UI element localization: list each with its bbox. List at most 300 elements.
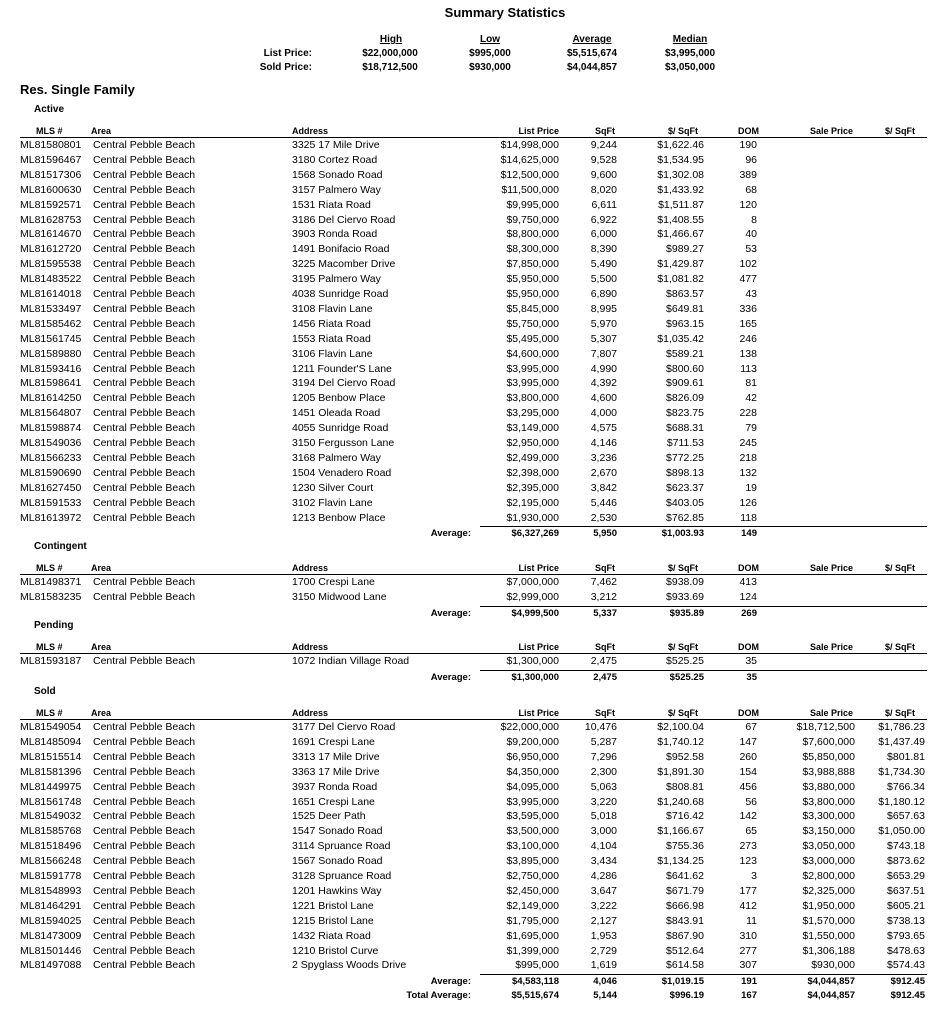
cell-dom: 389 [739,168,757,181]
cell-sqft: 5,063 [590,780,617,793]
cell-sale-dollar-sqft: $1,180.12 [878,795,925,808]
column-header-list-price: List Price [518,126,559,136]
table-header-contingent [20,562,927,574]
cell-dollar-sqft: $772.25 [666,451,704,464]
cell-list-price: $11,500,000 [501,183,559,196]
cell-area: Central Pebble Beach [93,451,196,464]
listing-row [20,795,927,810]
cell-list-price: $2,149,000 [506,899,559,912]
listing-row [20,436,927,451]
cell-mls: ML81548993 [20,884,82,897]
cell-sqft: 1,953 [590,929,617,942]
column-header-dom: DOM [738,563,759,573]
cell-dom: 65 [745,825,757,838]
cell-address: 1201 Hawkins Way [292,884,382,897]
section-title-pending: Pending [34,620,74,631]
cell-area: Central Pebble Beach [93,721,196,733]
listing-row [20,839,927,854]
cell-area: Central Pebble Beach [93,655,196,667]
cell-address: 3313 17 Mile Drive [292,750,380,763]
cell-address: 1651 Crespi Lane [292,795,375,808]
column-header-mls: MLS # [36,708,63,718]
section-title-contingent: Contingent [34,541,87,552]
cell-list-price: $3,995,000 [506,377,559,390]
column-header-sale-dollar-sqft: $/ SqFt [884,126,915,136]
listing-row [20,138,927,153]
cell-sale-price: $2,800,000 [802,870,855,882]
cell-mls: ML81591533 [20,496,82,509]
cell-dom: 177 [739,884,757,897]
listing-row [20,575,927,590]
cell-sqft: 3,842 [590,481,617,494]
column-header-list-price: List Price [518,642,559,652]
cell-dom: 277 [739,944,757,957]
cell-mls: ML81613972 [20,511,82,524]
cell-dollar-sqft: $1,035.42 [657,332,704,345]
column-header-address: Address [292,708,329,718]
column-header-sale-dollar-sqft: $/ SqFt [884,708,915,718]
listing-row [20,914,927,929]
cell-list-price: $1,695,000 [506,929,559,942]
cell-address: 1531 Riata Road [292,198,371,211]
cell-sqft: 3,000 [590,825,617,838]
column-header-area: Area [91,642,112,652]
cell-area: Central Pebble Beach [93,795,196,808]
cell-address: 3186 Del Ciervo Road [292,213,396,226]
cell-mls: ML81612720 [20,243,82,256]
cell-address: 3195 Palmero Way [292,273,381,286]
cell-mls: ML81485094 [20,735,82,748]
cell-mls: ML81561748 [20,795,82,808]
category-title: Res. Single Family [20,82,135,97]
cell-address: 3157 Palmero Way [292,183,381,196]
cell-area: Central Pebble Beach [93,735,196,748]
cell-mls: ML81549054 [20,721,82,733]
cell-dollar-sqft: $2,100.04 [657,721,704,733]
cell-area: Central Pebble Beach [93,153,196,166]
cell-sale-price: $930,000 [811,959,855,972]
cell-dom: 142 [739,810,757,823]
cell-dom: 118 [740,511,757,524]
cell-area: Central Pebble Beach [93,437,196,449]
summary-list-price-label: List Price: [263,48,312,59]
cell-address: 3363 17 Mile Drive [292,765,380,778]
cell-dom: 81 [745,377,757,390]
cell-list-price: $4,095,000 [506,780,559,793]
cell-dollar-sqft: $1,891.30 [657,765,704,778]
cell-dollar-sqft: $1,081.82 [657,273,704,286]
cell-list-price: $1,399,000 [506,944,559,957]
listing-row [20,590,927,605]
cell-dom: 42 [745,392,757,405]
cell-sqft: 9,600 [590,168,617,181]
cell-dom: 11 [746,914,757,927]
cell-area: Central Pebble Beach [93,317,196,330]
cell-address: 3102 Flavin Lane [292,496,373,509]
cell-address: 1504 Venadero Road [292,466,392,479]
column-header-sqft: SqFt [595,708,615,718]
cell-mls: ML81589880 [20,347,82,360]
cell-mls: ML81483522 [20,273,82,286]
cell-list-price: $5,845,000 [506,302,559,315]
cell-sale-price: $3,000,000 [802,855,855,868]
column-header-area: Area [91,126,112,136]
cell-list-price: $3,100,000 [506,840,559,853]
average-dom: 35 [746,671,757,683]
cell-sqft: 6,000 [590,228,617,241]
cell-sqft: 3,647 [590,884,617,897]
cell-mls: ML81598641 [20,377,82,390]
cell-dom: 79 [745,422,757,435]
cell-sqft: 3,220 [590,795,617,808]
column-header-dom: DOM [738,642,759,652]
cell-sale-price: $2,325,000 [802,884,855,897]
listing-row [20,347,927,362]
listing-row [20,780,927,795]
cell-mls: ML81449975 [20,780,82,793]
cell-dom: 336 [739,302,757,315]
cell-list-price: $5,950,000 [506,273,559,286]
cell-area: Central Pebble Beach [93,198,196,211]
cell-area: Central Pebble Beach [93,466,196,479]
cell-dollar-sqft: $823.75 [666,407,704,420]
cell-dollar-sqft: $1,429.87 [657,258,704,271]
cell-mls: ML81549032 [20,810,82,823]
cell-dom: 412 [739,899,757,912]
average-dom: 191 [741,976,757,988]
cell-list-price: $7,850,000 [506,258,559,271]
listing-row [20,421,927,436]
cell-sale-dollar-sqft: $574.43 [887,959,925,972]
cell-area: Central Pebble Beach [93,377,196,390]
listing-row [20,153,927,168]
cell-area: Central Pebble Beach [93,258,196,271]
cell-dom: 310 [739,929,757,942]
cell-dom: 67 [745,721,757,733]
cell-mls: ML81595538 [20,258,82,271]
cell-list-price: $2,398,000 [506,466,559,479]
cell-list-price: $9,200,000 [506,735,559,748]
cell-address: 2 Spyglass Woods Drive [292,959,407,972]
cell-sale-dollar-sqft: $1,786.23 [878,721,925,733]
cell-sale-price: $1,570,000 [802,914,855,927]
cell-dollar-sqft: $863.57 [666,288,704,300]
cell-dollar-sqft: $989.27 [666,243,704,256]
cell-mls: ML81566248 [20,855,82,868]
cell-mls: ML81518496 [20,840,82,853]
cell-address: 3225 Macomber Drive [292,258,396,271]
average-label: Average: [430,607,471,619]
listing-row [20,481,927,496]
cell-dollar-sqft: $1,302.08 [657,168,704,181]
cell-dom: 245 [739,437,757,449]
cell-list-price: $2,450,000 [506,884,559,897]
average-sale-dollar-sqft: $912.45 [890,976,925,988]
cell-mls: ML81497088 [20,959,82,972]
listing-row [20,496,927,511]
cell-address: 3114 Spruance Road [292,840,391,853]
cell-sqft: 4,104 [590,840,617,853]
cell-sale-dollar-sqft: $743.18 [887,840,925,853]
cell-area: Central Pebble Beach [93,959,196,972]
average-row-contingent [20,607,927,620]
cell-sqft: 4,575 [590,422,617,435]
cell-list-price: $12,500,000 [500,168,559,181]
summary-sold-low: $930,000 [469,62,511,73]
column-header-mls: MLS # [36,126,63,136]
cell-address: 1553 Riata Road [292,332,371,345]
listing-row [20,854,927,869]
listing-row [20,227,927,242]
listing-row [20,183,927,198]
cell-mls: ML81549036 [20,437,82,449]
cell-mls: ML81598874 [20,422,82,435]
cell-area: Central Pebble Beach [93,914,196,927]
cell-dollar-sqft: $641.62 [666,870,704,882]
cell-dom: 147 [739,735,757,748]
cell-dom: 165 [739,317,757,330]
cell-dollar-sqft: $1,240.68 [657,795,704,808]
column-header-address: Address [292,126,329,136]
cell-dom: 228 [739,407,757,420]
column-header-dollar-sqft: $/ SqFt [667,642,698,652]
cell-sqft: 2,670 [590,466,617,479]
cell-dom: 68 [745,183,757,196]
listing-row [20,391,927,406]
column-header-sqft: SqFt [595,563,615,573]
cell-address: 1215 Bristol Lane [292,914,374,927]
total-sqft: 5,144 [593,990,617,1002]
cell-address: 4055 Sunridge Road [292,422,389,435]
cell-dollar-sqft: $1,622.46 [657,139,704,151]
cell-mls: ML81594025 [20,914,82,927]
listing-row [20,869,927,884]
cell-area: Central Pebble Beach [93,273,196,286]
listing-row [20,287,927,302]
cell-sqft: 7,296 [590,750,617,763]
cell-dollar-sqft: $512.64 [666,944,704,957]
cell-list-price: $3,595,000 [506,810,559,823]
cell-sqft: 5,018 [590,810,617,823]
column-header-sale-price: Sale Price [809,563,853,573]
listing-row [20,884,927,899]
cell-dollar-sqft: $1,740.12 [657,735,704,748]
cell-area: Central Pebble Beach [93,213,196,226]
cell-sqft: 8,020 [590,183,617,196]
cell-mls: ML81583235 [20,590,82,603]
listing-row [20,809,927,824]
cell-address: 3903 Ronda Road [292,228,378,241]
cell-mls: ML81614250 [20,392,82,405]
cell-list-price: $5,495,000 [506,332,559,345]
cell-area: Central Pebble Beach [93,228,196,241]
cell-dollar-sqft: $938.09 [666,576,704,588]
average-dom: 269 [741,607,757,619]
cell-address: 1451 Oleada Road [292,407,381,420]
cell-dollar-sqft: $755.36 [666,840,704,853]
cell-dollar-sqft: $909.61 [666,377,704,390]
average-sqft: 4,046 [593,976,617,988]
summary-list-median: $3,995,000 [664,48,716,59]
cell-dom: 35 [745,655,757,667]
cell-address: 1567 Sonado Road [292,855,383,868]
cell-list-price: $2,395,000 [506,481,559,494]
listing-row [20,944,927,959]
cell-mls: ML81596467 [20,153,82,166]
cell-sale-price: $3,988,888 [802,765,855,778]
cell-list-price: $4,600,000 [506,347,559,360]
average-row-sold [20,975,927,988]
cell-area: Central Pebble Beach [93,870,196,882]
cell-sqft: 4,000 [590,407,617,420]
total-sale-price: $4,044,857 [807,990,855,1002]
average-list-price: $4,999,500 [511,607,559,619]
listing-row [20,765,927,780]
cell-mls: ML81590690 [20,466,82,479]
cell-sqft: 6,922 [590,213,617,226]
cell-area: Central Pebble Beach [93,168,196,181]
table-header-pending [20,641,927,653]
cell-sqft: 2,729 [590,944,617,957]
cell-sqft: 6,890 [590,288,617,300]
cell-area: Central Pebble Beach [93,139,196,151]
cell-sqft: 9,528 [590,153,617,166]
summary-header-high: High [379,34,403,45]
cell-dom: 477 [739,273,757,286]
cell-mls: ML81580801 [20,139,82,151]
column-header-dom: DOM [738,708,759,718]
cell-sale-price: $1,950,000 [802,899,855,912]
cell-sale-dollar-sqft: $738.13 [887,914,925,927]
cell-list-price: $8,800,000 [506,228,559,241]
cell-list-price: $5,950,000 [506,288,559,300]
cell-sale-price: $5,850,000 [802,750,855,763]
cell-area: Central Pebble Beach [93,392,196,405]
cell-dom: 456 [739,780,757,793]
cell-address: 1432 Riata Road [292,929,371,942]
cell-address: 1568 Sonado Road [292,168,383,181]
cell-sqft: 8,390 [590,243,617,256]
listing-row [20,824,927,839]
cell-dollar-sqft: $933.69 [666,590,704,603]
cell-list-price: $3,295,000 [506,407,559,420]
summary-list-low: $995,000 [469,48,511,59]
cell-dom: 123 [739,855,757,868]
cell-area: Central Pebble Beach [93,362,196,375]
cell-dom: 120 [739,198,757,211]
cell-dom: 132 [739,466,757,479]
cell-sqft: 3,434 [590,855,617,868]
total-dom: 167 [741,990,757,1002]
cell-list-price: $14,625,000 [500,153,559,166]
cell-address: 3106 Flavin Lane [292,347,373,360]
average-list-price: $4,583,118 [511,976,559,988]
cell-dollar-sqft: $671.79 [666,884,704,897]
cell-area: Central Pebble Beach [93,780,196,793]
cell-mls: ML81614670 [20,228,82,241]
cell-dollar-sqft: $800.60 [666,362,704,375]
cell-list-price: $9,995,000 [506,198,559,211]
cell-sqft: 4,990 [590,362,617,375]
cell-mls: ML81561745 [20,332,82,345]
cell-list-price: $4,350,000 [506,765,559,778]
average-dollar-sqft: $935.89 [669,607,704,619]
cell-area: Central Pebble Beach [93,243,196,256]
cell-sale-dollar-sqft: $766.34 [887,780,925,793]
cell-sale-dollar-sqft: $605.21 [887,899,925,912]
cell-address: 1230 Silver Court [292,481,374,494]
cell-area: Central Pebble Beach [93,944,196,957]
cell-sale-price: $18,712,500 [796,721,855,733]
cell-area: Central Pebble Beach [93,590,196,603]
cell-sqft: 5,970 [590,317,617,330]
average-dollar-sqft: $1,019.15 [661,976,704,988]
cell-sale-price: $3,300,000 [802,810,855,823]
cell-sale-dollar-sqft: $1,050.00 [878,825,925,838]
cell-dollar-sqft: $1,408.55 [657,213,704,226]
cell-area: Central Pebble Beach [93,407,196,420]
column-header-sqft: SqFt [595,126,615,136]
cell-address: 3194 Del Ciervo Road [292,377,396,390]
cell-address: 3108 Flavin Lane [292,302,373,315]
cell-area: Central Pebble Beach [93,765,196,778]
cell-mls: ML81517306 [20,168,82,181]
cell-dollar-sqft: $666.98 [666,899,704,912]
cell-area: Central Pebble Beach [93,750,196,763]
average-list-price: $6,327,269 [511,528,559,540]
average-label: Average: [430,528,471,540]
cell-sale-price: $3,050,000 [802,840,855,853]
cell-list-price: $2,195,000 [506,496,559,509]
cell-address: 1221 Bristol Lane [292,899,374,912]
cell-list-price: $1,930,000 [506,511,559,524]
summary-sold-median: $3,050,000 [664,62,716,73]
cell-dom: 246 [739,332,757,345]
cell-area: Central Pebble Beach [93,929,196,942]
cell-list-price: $8,300,000 [506,243,559,256]
cell-sqft: 5,287 [590,735,617,748]
column-header-dollar-sqft: $/ SqFt [667,563,698,573]
cell-sqft: 4,146 [590,437,617,449]
cell-area: Central Pebble Beach [93,884,196,897]
cell-dom: 43 [745,288,757,300]
listing-row [20,720,927,735]
cell-address: 1691 Crespi Lane [292,735,375,748]
column-header-address: Address [292,642,329,652]
cell-sale-price: $1,306,188 [802,944,855,957]
cell-dollar-sqft: $649.81 [666,302,704,315]
average-sqft: 5,950 [593,528,617,540]
cell-mls: ML81614018 [20,288,82,300]
listing-row [20,466,927,481]
listing-row [20,317,927,332]
cell-list-price: $14,998,000 [500,139,559,151]
cell-sqft: 4,600 [590,392,617,405]
column-header-sale-dollar-sqft: $/ SqFt [884,563,915,573]
average-label: Average: [430,671,471,683]
cell-sale-price: $7,600,000 [802,735,855,748]
listing-row [20,242,927,257]
cell-dollar-sqft: $808.81 [666,780,704,793]
summary-header-average: Average [572,34,612,45]
listing-row [20,272,927,287]
cell-address: 1210 Bristol Curve [292,944,379,957]
cell-dom: 260 [739,750,757,763]
cell-mls: ML81600630 [20,183,82,196]
cell-address: 3325 17 Mile Drive [292,139,380,151]
cell-list-price: $3,895,000 [506,855,559,868]
cell-dollar-sqft: $867.90 [666,929,704,942]
